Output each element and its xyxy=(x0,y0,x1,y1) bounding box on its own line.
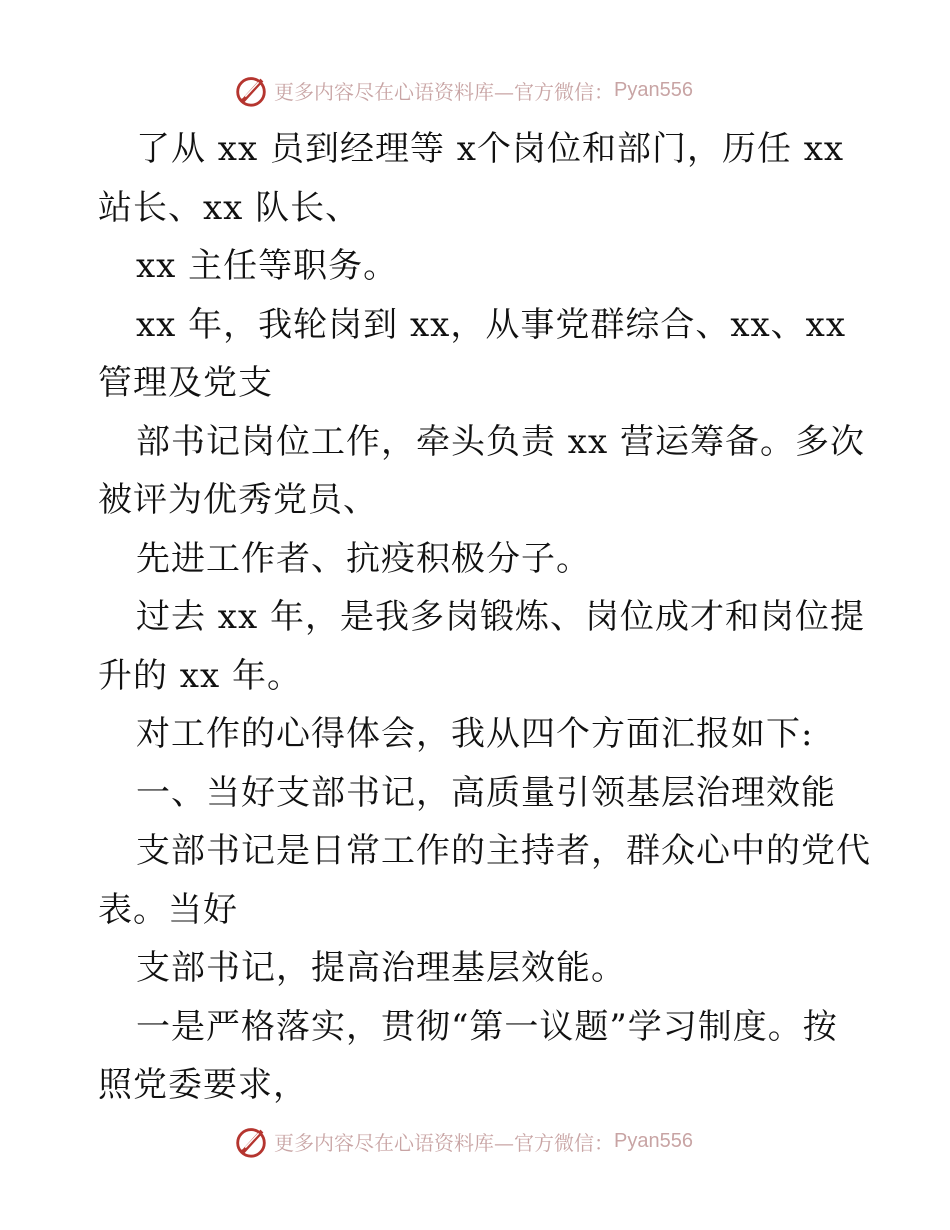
text-line: 站长、xx 队长、 xyxy=(98,187,361,228)
quill-pen-logo-icon xyxy=(232,1122,270,1160)
text-line: 一、当好支部书记，高质量引领基层治理效能 xyxy=(136,772,836,813)
text-line: 被评为优秀党员、 xyxy=(98,480,378,520)
text-line: 部书记岗位工作，牵头负责 xx 营运筹备。多次 xyxy=(136,421,865,462)
header-banner-text: 更多内容尽在心语资料库—官方微信： xyxy=(274,79,614,104)
text-line: 了从 xx 员到经理等 x个岗位和部门，历任 xx xyxy=(136,129,845,169)
quill-pen-logo-icon xyxy=(232,71,270,109)
text-line: 管理及党支 xyxy=(98,363,273,403)
text-line: 支部书记，提高治理基层效能。 xyxy=(136,948,626,988)
text-line: xx 主任等职务。 xyxy=(136,246,399,286)
footer-wechat-id: Pyan556 xyxy=(614,1129,693,1152)
text-line: 一是严格落实，贯彻“第一议题”学习制度。按 xyxy=(136,1006,838,1047)
text-line: 升的 xx 年。 xyxy=(98,655,302,696)
footer-watermark-banner xyxy=(232,1121,693,1161)
text-line: 支部书记是日常工作的主持者，群众心中的党代 xyxy=(136,831,871,871)
text-line: 过去 xx 年，是我多岗锻炼、岗位成才和岗位提 xyxy=(136,597,865,637)
text-line: 先进工作者、抗疫积极分子。 xyxy=(136,538,591,579)
text-line: 对工作的心得体会，我从四个方面汇报如下: xyxy=(136,714,814,754)
document-body xyxy=(98,120,871,1115)
header-wechat-id: Pyan556 xyxy=(614,78,693,101)
header-watermark-banner xyxy=(232,70,693,110)
text-line: 表。当好 xyxy=(98,889,238,930)
footer-banner-text: 更多内容尽在心语资料库—官方微信： xyxy=(274,1130,614,1155)
text-line: xx 年，我轮岗到 xx，从事党群综合、xx、xx xyxy=(136,304,847,345)
text-line: 照党委要求， xyxy=(98,1065,308,1105)
